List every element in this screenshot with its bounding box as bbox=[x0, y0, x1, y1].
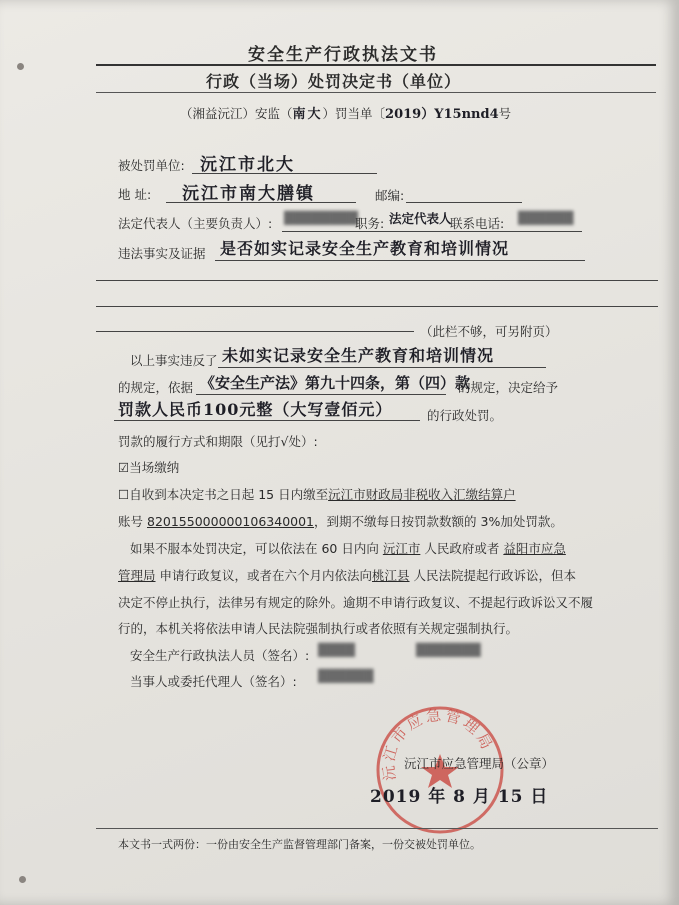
header-rule bbox=[96, 64, 656, 66]
provision-value: 《安全生产法》第九十四条，第（四）款 bbox=[200, 374, 471, 392]
address-value: 沅江市南大膳镇 bbox=[182, 184, 315, 204]
option-pay-later[interactable]: ☐自收到本决定书之日起 15 日内缴至沅江市财政局非税收入汇缴结算户 bbox=[118, 487, 516, 502]
doc-number-district: 南大 bbox=[292, 107, 323, 122]
issuer-name: 沅江市应急管理局（公章） bbox=[404, 756, 555, 771]
appeal-line-4: 行的，本机关将依法申请人民法院强制执行或者依照有关规定强制执行。 bbox=[118, 621, 519, 636]
document-subtitle: 行政（当场）处罚决定书（单位） bbox=[206, 72, 462, 91]
penalty-suffix: 的行政处罚。 bbox=[427, 408, 503, 423]
position-value: 法定代表人 bbox=[389, 211, 452, 226]
subtitle-rule bbox=[96, 92, 656, 93]
provision-underline bbox=[196, 394, 446, 395]
legal-rep-name: ████████ bbox=[284, 211, 358, 225]
seal-text: 沅江市应急管理局 bbox=[379, 705, 498, 782]
legal-rep-underline bbox=[282, 231, 582, 232]
document-title: 安全生产行政执法文书 bbox=[248, 45, 438, 65]
party-signature-label: 当事人或委托代理人（签名）: bbox=[130, 674, 297, 689]
provision-suffix: 的规定，决定给予 bbox=[458, 380, 559, 395]
facts-underline bbox=[215, 260, 585, 261]
account-line: 账号 820155000000106340001，到期不缴每日按罚款数额的 3%加处罚款。 bbox=[118, 514, 563, 529]
unit-value: 沅江市北大 bbox=[200, 155, 295, 175]
officer-signature-1: ████ bbox=[318, 643, 355, 657]
position-label: 职务: bbox=[355, 216, 385, 231]
binding-hole bbox=[17, 63, 24, 70]
footer-rule bbox=[96, 828, 658, 829]
violated-prefix: 以上事实违反了 bbox=[130, 353, 218, 368]
party-signature: ██████ bbox=[318, 669, 374, 683]
footer-note: 本文书一式两份：一份由安全生产监督管理部门备案，一份交被处罚单位。 bbox=[118, 838, 481, 851]
blank-line bbox=[96, 331, 414, 332]
facts-label: 违法事实及证据 bbox=[118, 246, 206, 261]
postcode-underline bbox=[406, 202, 522, 203]
unit-underline bbox=[192, 173, 377, 174]
postcode-label: 邮编: bbox=[375, 188, 405, 203]
payment-method-label: 罚款的履行方式和期限（见打√处）: bbox=[118, 434, 318, 449]
officer-signature-label: 安全生产行政执法人员（签名）: bbox=[130, 648, 310, 663]
appeal-line-3: 决定不停止执行，法律另有规定的除外。逾期不申请行政复议、不提起行政诉讼又不履 bbox=[118, 595, 594, 610]
phone-label: 联系电话: bbox=[450, 216, 505, 231]
address-label: 地 址: bbox=[118, 187, 152, 202]
unit-label: 被处罚单位: bbox=[118, 158, 185, 173]
phone-value: ██████ bbox=[518, 211, 574, 225]
violated-value: 未如实记录安全生产教育和培训情况 bbox=[222, 346, 495, 365]
officer-signature-2: ███████ bbox=[416, 643, 481, 657]
payment-account-name: 沅江市财政局非税收入汇缴结算户 bbox=[328, 487, 516, 502]
overflow-note: （此栏不够，可另附页） bbox=[420, 324, 558, 339]
penalty-underline bbox=[114, 420, 420, 421]
checkbox-checked-icon: ☑ bbox=[118, 460, 130, 475]
blank-line bbox=[96, 306, 658, 307]
blank-line bbox=[96, 280, 658, 281]
provision-prefix: 的规定，依据 bbox=[118, 380, 194, 395]
account-number: 820155000000106340001 bbox=[147, 514, 315, 529]
penalty-value: 罚款人民币100元整（大写壹佰元） bbox=[118, 400, 393, 419]
binding-hole bbox=[19, 876, 26, 883]
option-pay-on-spot[interactable]: ☑当场缴纳 bbox=[118, 460, 180, 475]
violated-underline bbox=[218, 367, 546, 368]
appeal-line-2: 管理局 申请行政复议，或者在六个月内依法向桃江县 人民法院提起行政诉讼，但本 bbox=[118, 568, 577, 583]
doc-number-value: 2019）Y15nnd4 bbox=[385, 107, 499, 122]
legal-rep-label: 法定代表人（主要负责人）: bbox=[118, 216, 273, 231]
facts-value: 是否如实记录安全生产教育和培训情况 bbox=[220, 239, 510, 258]
doc-number: （湘益沅江）安监（南大）罚当单〔2019）Y15nnd4号 bbox=[180, 106, 512, 122]
address-underline bbox=[166, 202, 356, 203]
appeal-line-1: 如果不服本处罚决定，可以依法在 60 日内向 沅江市 人民政府或者 益阳市应急 bbox=[130, 541, 566, 556]
checkbox-empty-icon: ☐ bbox=[118, 487, 130, 502]
issue-date: 2019 年 8 月 15 日 bbox=[370, 787, 549, 807]
